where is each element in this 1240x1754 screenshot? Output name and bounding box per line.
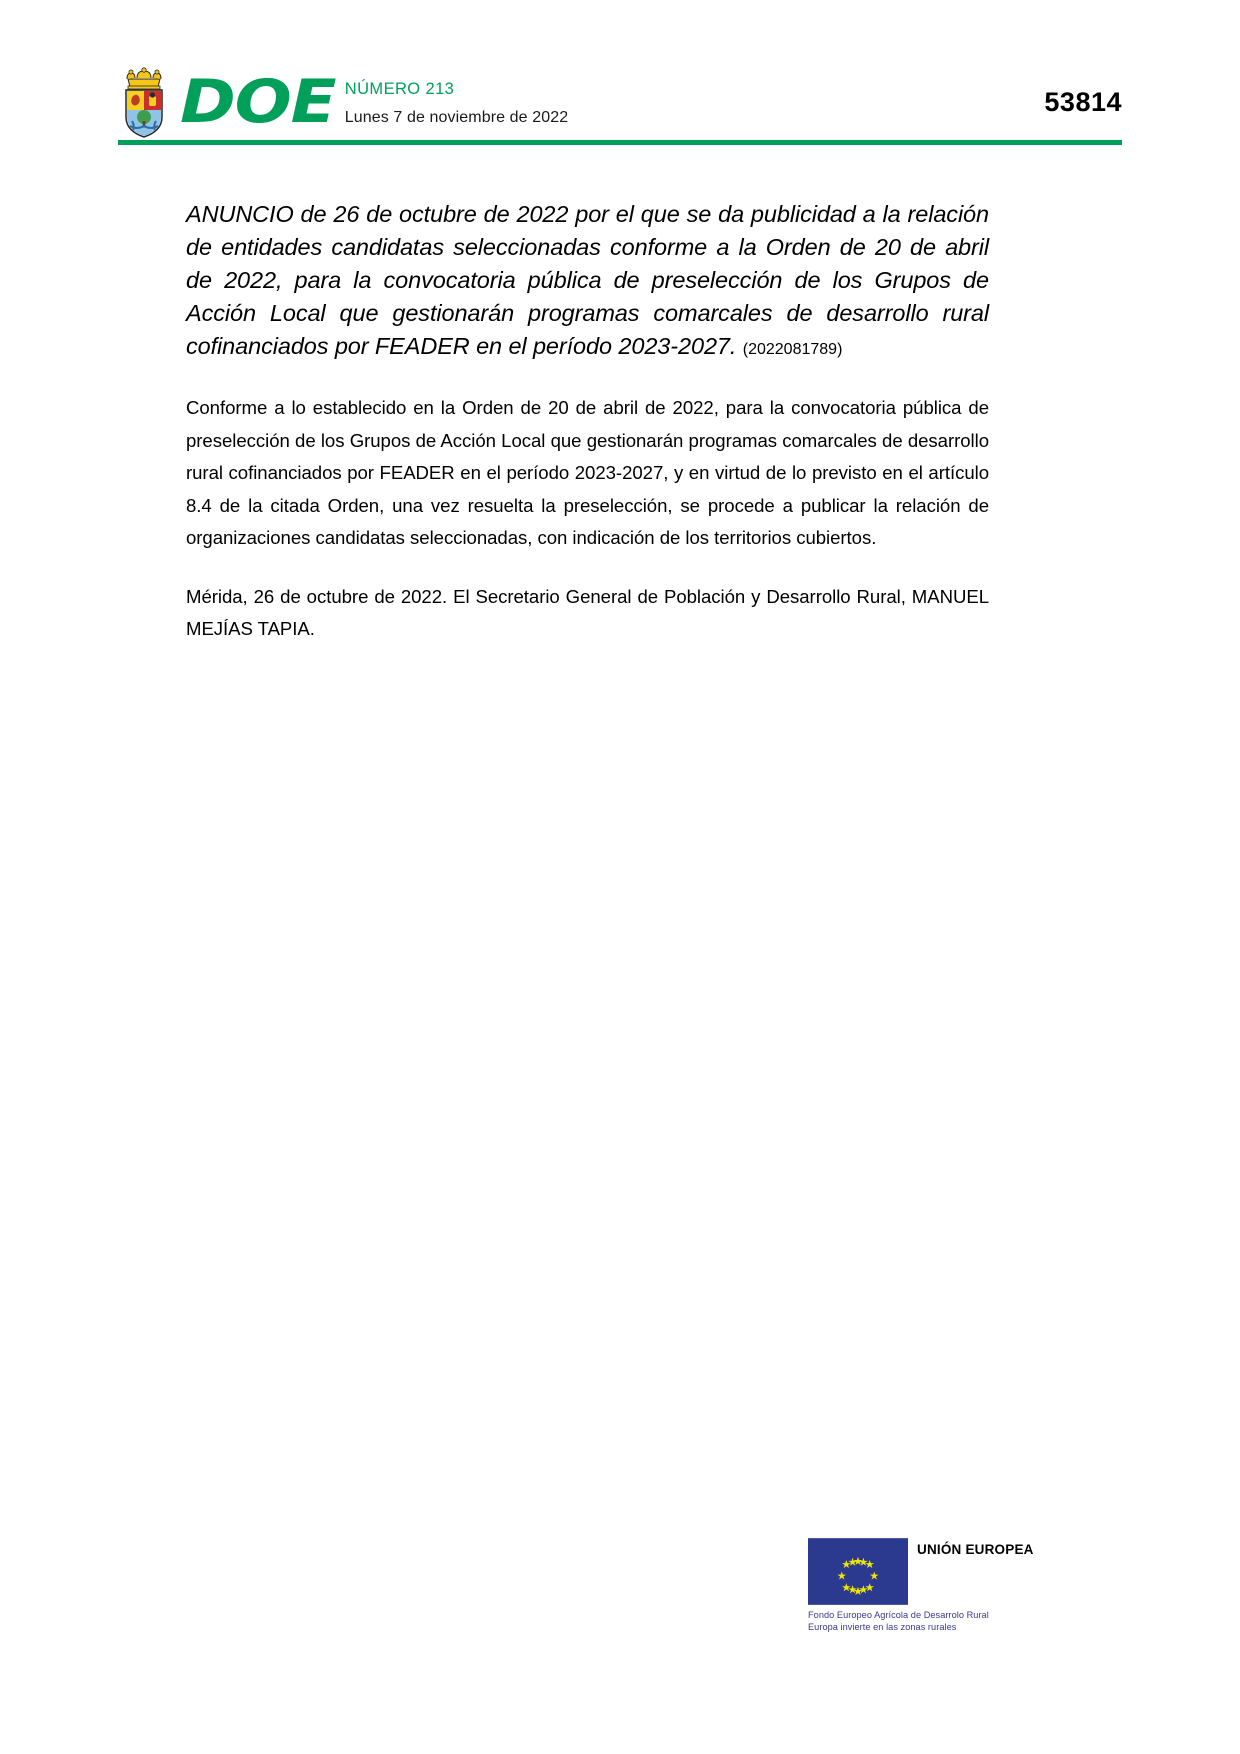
body-paragraph-1: Conforme a lo establecido en la Orden de 20 de abril de 2022, para la convocatoria pública de preselección de los Grupos de Acción Local que gestionarán programas comarcales de desarrollo rural cofinanciados por FEADER en el período 2023-2027, y en virtud de lo previsto en el artículo 8.4 de la citada Orden, una vez resuelta la preselección, se procede a publicar la relación de organizaciones candidatas seleccionadas, con indicación de los territorios cubiertos. bbox=[186, 397, 989, 548]
eu-funding-footer bbox=[808, 1538, 1118, 1633]
doe-logo-text: DOE bbox=[180, 67, 336, 137]
header-divider bbox=[118, 140, 1122, 145]
extremadura-coat-of-arms-icon bbox=[118, 65, 170, 139]
eu-title: UNIÓN EUROPEA bbox=[917, 1542, 1034, 1557]
issue-number: NÚMERO 213 bbox=[344, 80, 455, 99]
eu-caption-line-2: Europa invierte en las zonas rurales bbox=[808, 1621, 957, 1632]
eu-caption bbox=[808, 1610, 1118, 1633]
issue-info bbox=[345, 74, 568, 129]
page-number: 53814 bbox=[1044, 86, 1122, 117]
issue-date: Lunes 7 de noviembre de 2022 bbox=[344, 109, 569, 127]
body-paragraph-2: Mérida, 26 de octubre de 2022. El Secretario General de Población y Desarrollo Rural, MANUEL MEJÍAS TAPIA. bbox=[186, 585, 989, 639]
document-reference: (2022081789) bbox=[742, 341, 843, 358]
eu-caption-line-1: Fondo Europeo Agrícola de Desarrolo Rural bbox=[808, 1610, 989, 1620]
european-union-flag-icon bbox=[808, 1538, 908, 1605]
page-header bbox=[118, 62, 1122, 150]
document-content bbox=[186, 198, 989, 646]
document-title-text: ANUNCIO de 26 de octubre de 2022 por el que se da publicidad a la relación de entidades candidatas seleccionadas conforme a la Orden de 20 de abril de 2022, para la convocatoria pública de preselección de los Grupos de Acción Local que gestionarán programas comarcales de desarrollo rural cofinanciados por FEADER en el período 2023-2027. bbox=[186, 201, 989, 359]
document-title bbox=[186, 198, 989, 366]
